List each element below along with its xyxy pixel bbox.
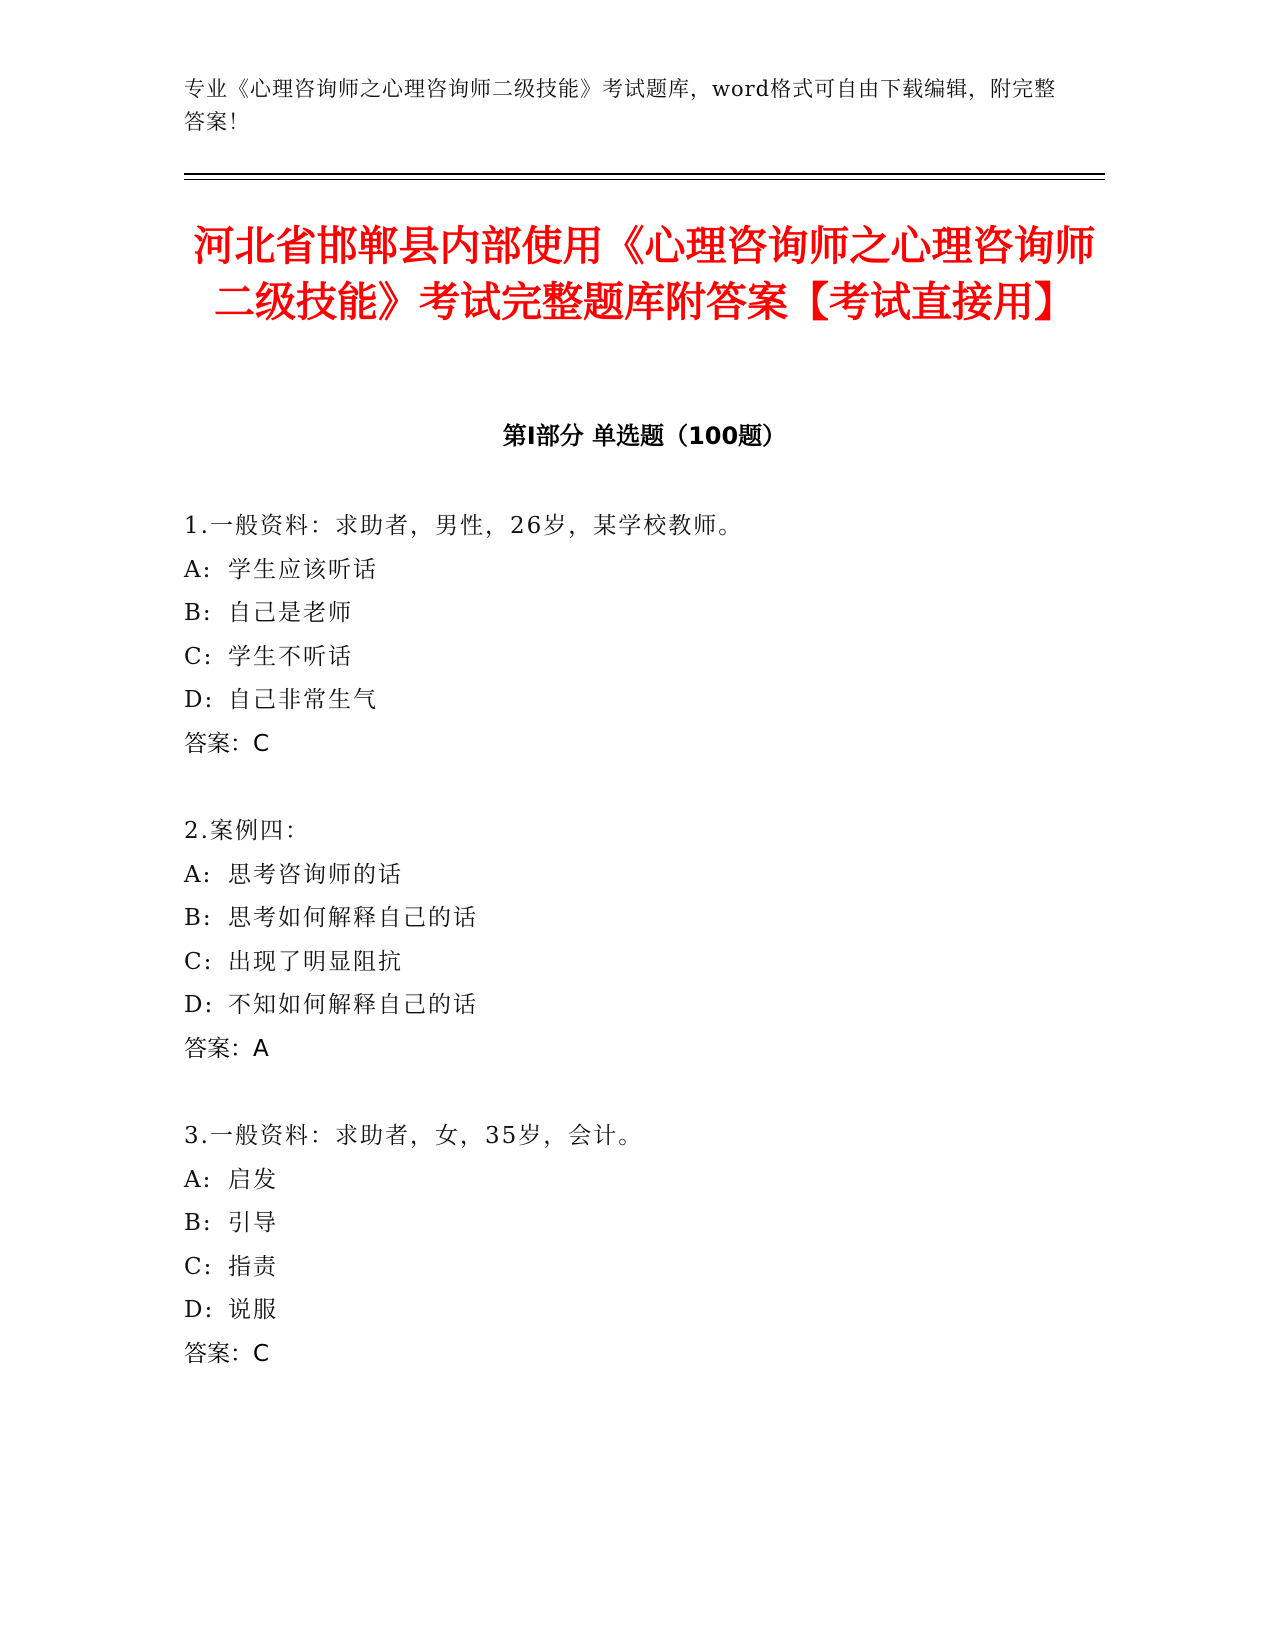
question-stem: 2.案例四： bbox=[184, 818, 310, 844]
answer-line bbox=[184, 726, 1105, 770]
question-3 bbox=[184, 1118, 1105, 1379]
section-title: 第Ⅰ部分 单选题（100题） bbox=[502, 422, 787, 450]
header-rule-thick bbox=[184, 173, 1105, 175]
option-key: A: bbox=[184, 1166, 213, 1193]
answer-line bbox=[184, 1336, 1105, 1380]
option-text: 自己是老师 bbox=[228, 600, 353, 626]
option-key: A: bbox=[184, 861, 213, 888]
option-key: D: bbox=[184, 1297, 215, 1323]
option-c bbox=[184, 639, 1105, 683]
option-key: C: bbox=[184, 1253, 214, 1280]
option-d bbox=[184, 1292, 1105, 1336]
option-text: 出现了明显阻抗 bbox=[228, 948, 403, 975]
answer-label: 答案： bbox=[184, 1340, 253, 1367]
question-2 bbox=[184, 813, 1105, 1074]
option-key: C: bbox=[184, 643, 214, 670]
option-text: 思考如何解释自己的话 bbox=[228, 905, 478, 931]
option-text: 思考咨询师的话 bbox=[228, 861, 403, 888]
option-text: 启发 bbox=[228, 1166, 278, 1193]
option-key: D: bbox=[184, 687, 215, 713]
option-b bbox=[184, 1205, 1105, 1249]
option-key: C: bbox=[184, 948, 214, 975]
option-text: 不知如何解释自己的话 bbox=[228, 992, 478, 1018]
option-c bbox=[184, 944, 1105, 988]
option-b bbox=[184, 900, 1105, 944]
option-d bbox=[184, 682, 1105, 726]
answer-line bbox=[184, 1031, 1105, 1075]
question-1 bbox=[184, 508, 1105, 769]
answer-label: 答案： bbox=[184, 1035, 253, 1062]
option-a bbox=[184, 1162, 1105, 1206]
option-text: 学生不听话 bbox=[228, 643, 353, 670]
option-text: 自己非常生气 bbox=[228, 687, 378, 713]
answer-value: C bbox=[253, 730, 270, 757]
option-c bbox=[184, 1249, 1105, 1293]
header-rule-thin bbox=[184, 179, 1105, 180]
option-a bbox=[184, 552, 1105, 596]
document-title: 河北省邯郸县内部使用《心理咨询师之心理咨询师二级技能》考试完整题库附答案【考试直接用】 bbox=[193, 222, 1096, 326]
option-key: B: bbox=[184, 1210, 213, 1236]
option-text: 引导 bbox=[228, 1210, 278, 1236]
option-key: B: bbox=[184, 600, 213, 626]
option-key: A: bbox=[184, 556, 213, 583]
question-stem: 3.一般资料：求助者，女，35岁，会计。 bbox=[184, 1123, 644, 1149]
question-stem: 1.一般资料：求助者，男性，26岁，某学校教师。 bbox=[184, 513, 744, 539]
option-a bbox=[184, 857, 1105, 901]
option-key: B: bbox=[184, 905, 213, 931]
option-key: D: bbox=[184, 992, 215, 1018]
option-text: 说服 bbox=[228, 1297, 278, 1323]
option-b bbox=[184, 595, 1105, 639]
answer-value: A bbox=[253, 1035, 269, 1062]
header-note: 专业《心理咨询师之心理咨询师二级技能》考试题库，word格式可自由下载编辑，附完整答案！ bbox=[184, 77, 1057, 134]
option-d bbox=[184, 987, 1105, 1031]
answer-value: C bbox=[253, 1340, 270, 1367]
answer-label: 答案： bbox=[184, 730, 253, 757]
option-text: 指责 bbox=[228, 1253, 278, 1280]
option-text: 学生应该听话 bbox=[228, 556, 378, 583]
